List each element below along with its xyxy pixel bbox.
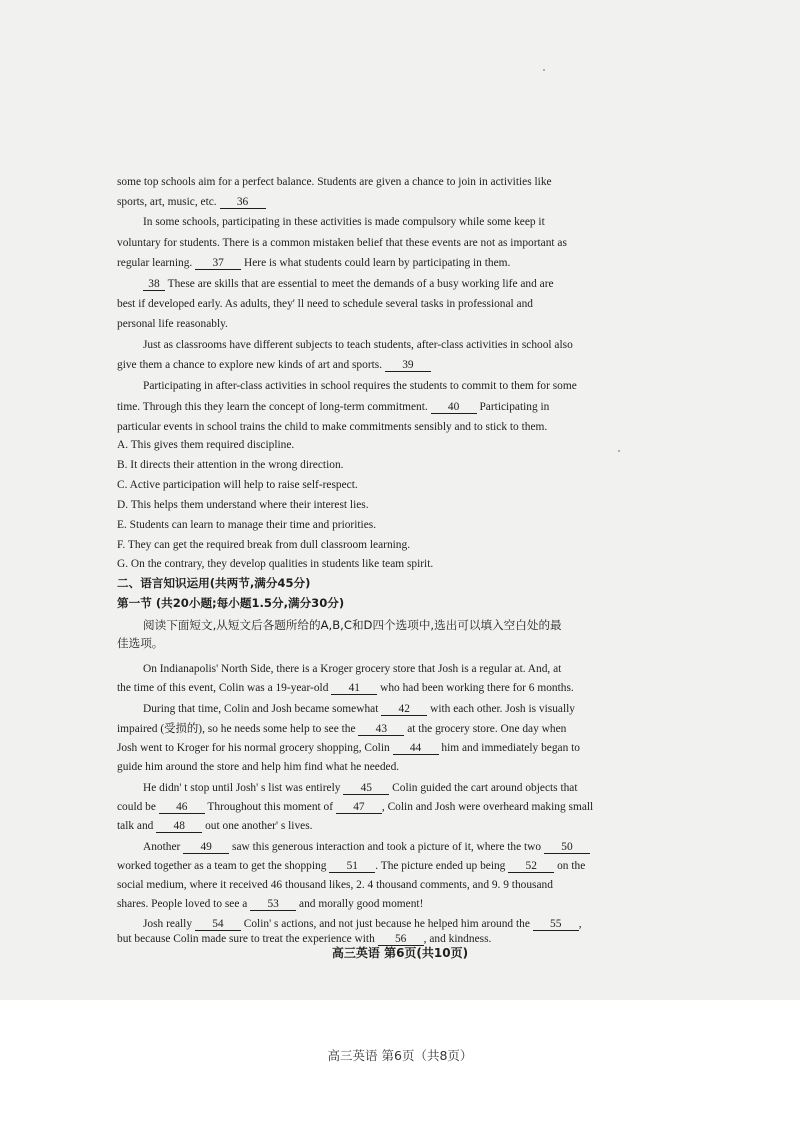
cloze-line: guide him around the store and help him find what he needed. <box>117 761 400 773</box>
scan-speck <box>543 69 545 71</box>
scan-speck <box>618 450 620 452</box>
blank-47: 47 <box>336 801 382 814</box>
blank-37: 37 <box>195 257 241 270</box>
option-f: F. They can get the required break from dull classroom learning. <box>117 539 411 551</box>
option-d: D. This helps them understand where their interest lies. <box>117 499 369 511</box>
cloze-line: Josh really 54 Colin' s actions, and not just because he helped him around the 55 , <box>143 918 582 930</box>
passage-line: voluntary for students. There is a common mistaken belief that these events are not as important as <box>117 237 567 249</box>
cloze-line: but because Colin made sure to treat the experience with 56 , and kindness. <box>117 933 492 945</box>
blank-41: 41 <box>331 682 377 695</box>
cloze-line: worked together as a team to get the shopping 51 . The picture ended up being 52 on the <box>117 860 586 872</box>
option-a: A. This gives them required discipline. <box>117 439 295 451</box>
option-g: G. On the contrary, they develop qualities in students like team spirit. <box>117 558 434 570</box>
cloze-line: Josh went to Kroger for his normal grocery shopping, Colin 44 him and immediately began to <box>117 742 580 754</box>
passage-line: time. Through this they learn the concept of long-term commitment. 40 Participating in <box>117 401 550 413</box>
blank-43: 43 <box>358 723 404 736</box>
blank-45: 45 <box>343 782 389 795</box>
blank-50: 50 <box>544 841 590 854</box>
passage-line: In some schools, participating in these activities is made compulsory while some keep it <box>143 216 545 228</box>
passage-line: 38 These are skills that are essential to meet the demands of a busy working life and are <box>143 277 554 291</box>
blank-55: 55 <box>533 918 579 931</box>
blank-46: 46 <box>159 801 205 814</box>
blank-38: 38 <box>143 278 165 291</box>
blank-44: 44 <box>393 742 439 755</box>
option-c: C. Active participation will help to raise self-respect. <box>117 479 358 491</box>
blank-53: 53 <box>250 898 296 911</box>
blank-51: 51 <box>329 860 375 873</box>
cloze-line: impaired (受损的), so he needs some help to see the 43 at the grocery store. One day when <box>117 723 567 735</box>
cloze-line: He didn' t stop until Josh' s list was entirely 45 Colin guided the cart around objects that <box>143 782 578 794</box>
passage-line: Just as classrooms have different subjects to teach students, after-class activities in school also <box>143 339 573 351</box>
cloze-line: the time of this event, Colin was a 19-year-old 41 who had been working there for 6 months. <box>117 682 574 694</box>
blank-52: 52 <box>508 860 554 873</box>
cloze-line: During that time, Colin and Josh became somewhat 42 with each other. Josh is visually <box>143 703 575 715</box>
instruction-line: 阅读下面短文,从短文后各题所给的A,B,C和D四个选项中,选出可以填入空白处的最 <box>143 618 562 632</box>
section1-heading: 第一节 (共20小题;每小题1.5分,满分30分) <box>117 596 345 610</box>
instruction-line: 佳选项。 <box>117 636 164 650</box>
blank-56: 56 <box>378 933 424 946</box>
passage-line: regular learning. 37 Here is what students could learn by participating in them. <box>117 257 511 269</box>
cloze-line: On Indianapolis' North Side, there is a Kroger grocery store that Josh is a regular at. And, at <box>143 663 562 675</box>
cloze-line: talk and 48 out one another' s lives. <box>117 820 313 832</box>
passage-line: personal life reasonably. <box>117 318 228 330</box>
cloze-line: social medium, where it received 46 thousand likes, 2. 4 thousand comments, and 9. 9 thousand <box>117 879 553 891</box>
part2-heading: 二、语言知识运用(共两节,满分45分) <box>117 576 311 590</box>
option-b: B. It directs their attention in the wrong direction. <box>117 459 344 471</box>
blank-40: 40 <box>431 401 477 414</box>
passage-line: some top schools aim for a perfect balance. Students are given a chance to join in activities like <box>117 176 552 188</box>
cloze-line: Another 49 saw this generous interaction and took a picture of it, where the two 50 <box>143 840 590 854</box>
passage-line: sports, art, music, etc. 36 <box>117 195 266 209</box>
option-e: E. Students can learn to manage their time and priorities. <box>117 519 377 531</box>
cloze-line: shares. People loved to see a 53 and morally good moment! <box>117 898 424 910</box>
blank-54: 54 <box>195 918 241 931</box>
blank-39: 39 <box>385 359 431 372</box>
passage-line: best if developed early. As adults, they' ll need to schedule several tasks in professional and <box>117 298 534 310</box>
passage-line: particular events in school trains the child to make commitments sensibly and to stick to them. <box>117 421 548 433</box>
scan-page-footer: 高三英语 第6页(共10页) <box>331 946 469 960</box>
cloze-line: could be 46 Throughout this moment of 47 , Colin and Josh were overheard making small <box>117 801 594 813</box>
blank-49: 49 <box>183 841 229 854</box>
blank-42: 42 <box>381 703 427 716</box>
blank-48: 48 <box>156 820 202 833</box>
passage-line: give them a chance to explore new kinds of art and sports. 39 <box>117 358 431 372</box>
passage-line: Participating in after-class activities in school requires the students to commit to them for some <box>143 380 577 392</box>
page-footer: 高三英语 第6页（共8页） <box>327 1048 473 1063</box>
blank-36: 36 <box>220 196 266 209</box>
